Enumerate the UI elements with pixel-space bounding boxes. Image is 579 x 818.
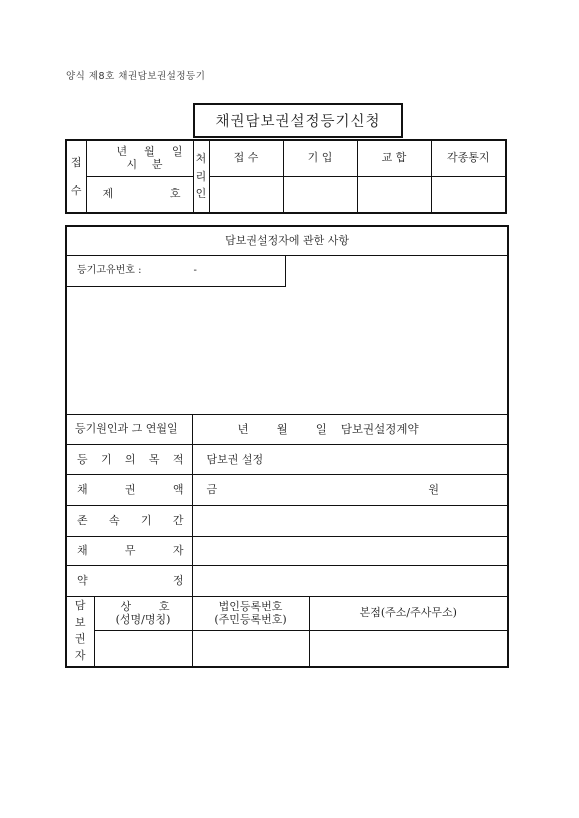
registration-number-value: - bbox=[193, 264, 197, 276]
registration-number-label: 등기고유번호 : bbox=[77, 264, 142, 276]
holder-address-cell[interactable] bbox=[309, 631, 508, 667]
holder-regno-cell[interactable] bbox=[192, 631, 309, 667]
holder-name-header: 상 호 (성명/명칭) bbox=[94, 596, 192, 630]
holder-regno-header: 법인등록번호 (주민등록번호) bbox=[192, 596, 309, 630]
amount-label: 채 권 액 bbox=[66, 475, 192, 505]
grantor-area[interactable] bbox=[66, 255, 508, 414]
receipt-label: 접 수 bbox=[66, 140, 86, 213]
check-cell[interactable] bbox=[357, 176, 431, 213]
amount-value[interactable]: 금 원 bbox=[192, 475, 508, 505]
col-entry: 기 입 bbox=[283, 140, 357, 176]
agreement-value[interactable] bbox=[192, 566, 508, 596]
holder-label: 담 보 권 자 bbox=[66, 596, 94, 667]
col-notice: 각종통지 bbox=[431, 140, 506, 176]
purpose-label: 등 기 의 목 적 bbox=[66, 444, 192, 474]
debtor-value[interactable] bbox=[192, 537, 508, 566]
registration-number-box[interactable] bbox=[67, 256, 286, 287]
receipt-date-time[interactable]: 년 월 일 시 분 bbox=[86, 140, 193, 176]
section-heading: 담보권설정자에 관한 사항 bbox=[66, 226, 508, 255]
debtor-label: 채 무 자 bbox=[66, 537, 192, 566]
col-receipt: 접 수 bbox=[209, 140, 283, 176]
receipt-table bbox=[65, 139, 507, 214]
cause-value[interactable]: 년 월 일 담보권설정계약 bbox=[192, 414, 508, 444]
notice-cell[interactable] bbox=[431, 176, 506, 213]
holder-address-header: 본점(주소/주사무소) bbox=[309, 596, 508, 630]
processor-label: 처 리 인 bbox=[193, 140, 209, 213]
col-check: 교 합 bbox=[357, 140, 431, 176]
page-title: 채권담보권설정등기신청 bbox=[193, 103, 403, 138]
receipt-number[interactable]: 제 호 bbox=[86, 176, 193, 213]
receipt-cell[interactable] bbox=[209, 176, 283, 213]
entry-cell[interactable] bbox=[283, 176, 357, 213]
form-number: 양식 제8호 채권담보권설정등기 bbox=[66, 71, 206, 82]
cause-label: 등기원인과 그 연월일 bbox=[66, 414, 192, 444]
period-value[interactable] bbox=[192, 505, 508, 536]
agreement-label: 약 정 bbox=[66, 566, 192, 596]
holder-name-cell[interactable] bbox=[94, 631, 192, 667]
period-label: 존 속 기 간 bbox=[66, 505, 192, 536]
main-table bbox=[65, 225, 509, 668]
purpose-value[interactable]: 담보권 설정 bbox=[192, 444, 508, 474]
